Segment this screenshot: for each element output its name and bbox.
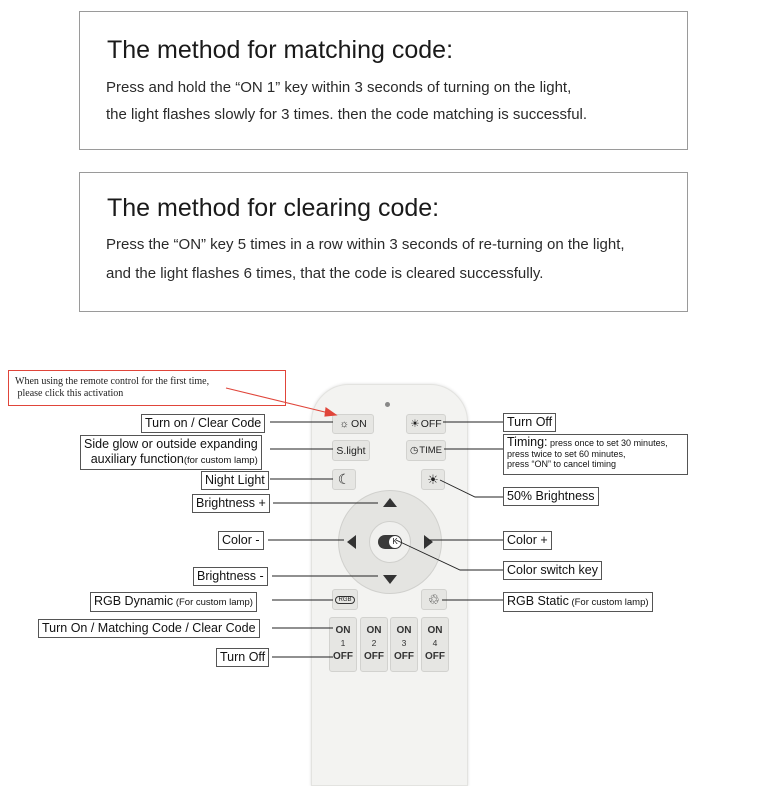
- label-color-minus: Color -: [218, 531, 264, 550]
- zone-2-num: 2: [371, 638, 377, 648]
- label-rgb-dynamic-text: RGB Dynamic: [94, 594, 174, 608]
- clearing-line-2: and the light flashes 6 times, that the code is cleared successfully.: [106, 265, 544, 282]
- zone-4-num: 4: [432, 638, 438, 648]
- moon-icon: ☾: [337, 471, 351, 487]
- label-side-glow: [80, 435, 262, 470]
- label-turn-off-left: Turn Off: [216, 648, 269, 667]
- note-line-1: When using the remote control for the first time,: [15, 376, 210, 387]
- note-arrowhead: [325, 408, 336, 416]
- rgb-cycle-icon: RGB: [335, 596, 354, 604]
- matching-title: The method for matching code:: [107, 36, 454, 64]
- zone-2-off: OFF: [364, 651, 384, 662]
- recycle-icon: ♲: [428, 591, 440, 607]
- label-side-glow-line-1: Side glow or outside expanding: [84, 437, 258, 451]
- label-50-brightness: 50% Brightness: [503, 487, 599, 506]
- sun-icon: ☼: [339, 418, 349, 430]
- note-arrow: [226, 388, 333, 414]
- sun-filled-icon: ☀: [410, 418, 420, 430]
- zone-1-on: ON: [335, 625, 351, 636]
- label-color-plus: Color +: [503, 531, 552, 550]
- zone-1-num: 1: [340, 638, 346, 648]
- note-line-2: please click this activation: [15, 388, 124, 399]
- label-rgb-dynamic-sub: (For custom lamp): [173, 597, 253, 608]
- timer-key-label: TIME: [419, 445, 442, 456]
- clock-icon: ◷: [410, 445, 419, 456]
- label-turn-off-right: Turn Off: [503, 413, 556, 432]
- label-color-switch: Color switch key: [503, 561, 602, 580]
- off-key-label: OFF: [420, 418, 442, 430]
- on-key-label: ON: [350, 418, 367, 430]
- matching-line-1: Press and hold the “ON 1” key within 3 seconds of turning on the light,: [106, 79, 572, 96]
- clearing-line-1: Press the “ON” key 5 times in a row within 3 seconds of re-turning on the light,: [106, 236, 625, 253]
- label-rgb-dynamic: [90, 592, 257, 612]
- center-key-label: K: [389, 536, 401, 548]
- label-turn-on-clear: Turn on / Clear Code: [141, 414, 265, 433]
- zone-3-off: OFF: [394, 651, 414, 662]
- label-rgb-static: [503, 592, 653, 612]
- label-turn-on-matching: Turn On / Matching Code / Clear Code: [38, 619, 260, 638]
- zone-4-off: OFF: [425, 651, 445, 662]
- side-light-key-label: S.light: [336, 444, 366, 457]
- label-night-light: Night Light: [201, 471, 269, 490]
- label-timing-line-3: press “ON” to cancel timing: [507, 459, 617, 469]
- zone-3-num: 3: [401, 638, 407, 648]
- zone-2-on: ON: [366, 625, 382, 636]
- clearing-title: The method for clearing code:: [107, 194, 440, 222]
- label-timing: [503, 434, 688, 475]
- zone-3-on: ON: [396, 625, 412, 636]
- half-sun-icon: ☀: [427, 471, 439, 487]
- label-rgb-static-text: RGB Static: [507, 594, 569, 608]
- label-timing-line-2: press twice to set 60 minutes,: [507, 449, 626, 459]
- matching-line-2: the light flashes slowly for 3 times. then the code matching is successful.: [106, 106, 588, 123]
- zone-4-on: ON: [427, 625, 443, 636]
- label-brightness-minus: Brightness -: [193, 567, 268, 586]
- line-color-switch: [396, 540, 503, 570]
- line-50-brightness: [440, 480, 503, 497]
- label-side-glow-line-2: auxiliary function: [90, 452, 184, 466]
- label-timing-title: Timing:: [507, 435, 548, 449]
- zone-1-off: OFF: [333, 651, 353, 662]
- label-brightness-plus: Brightness +: [192, 494, 270, 513]
- label-side-glow-sub: (for custom lamp): [183, 455, 258, 466]
- label-rgb-static-sub: (For custom lamp): [568, 597, 649, 608]
- label-timing-line-1: press once to set 30 minutes,: [547, 438, 668, 448]
